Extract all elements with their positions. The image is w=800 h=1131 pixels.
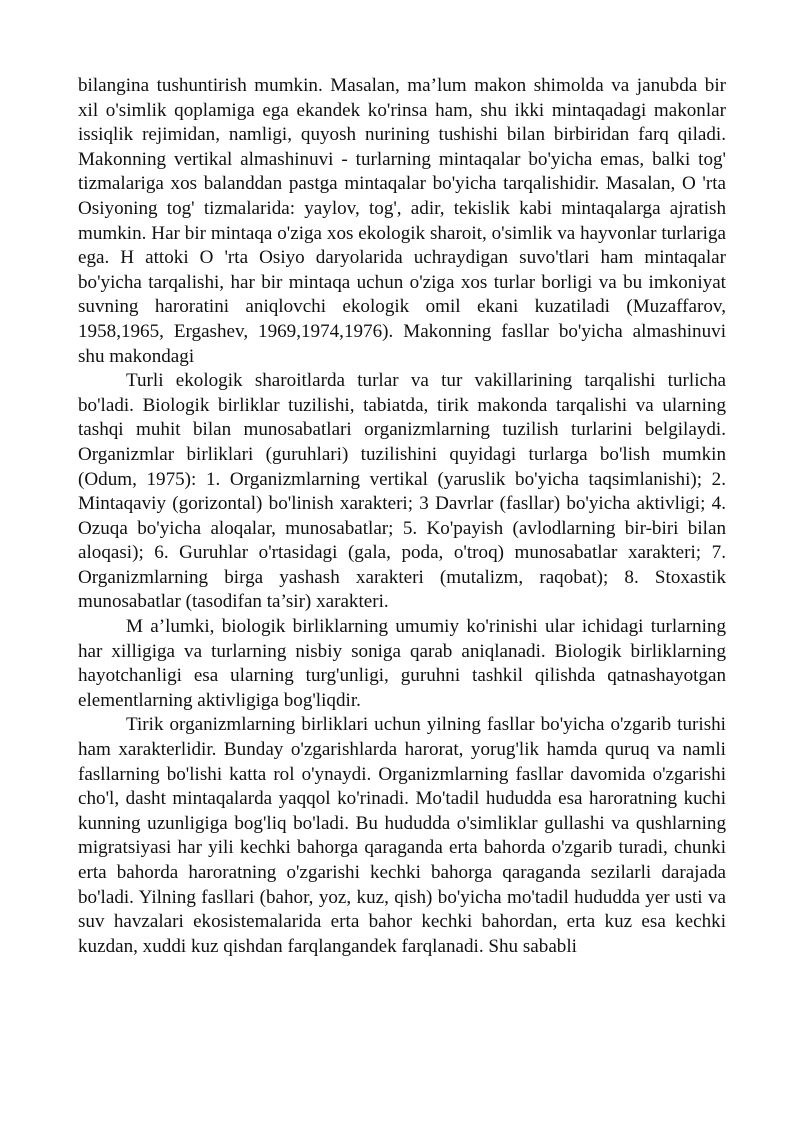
paragraph-organism-groups: Turli ekologik sharoitlarda turlar va tur vakillarining tarqalishi turlicha bo'ladi. Biologik birliklar tuzilishi, tabiatda, tirik makonda tarqalishi va ularning tashqi muhit bilan munosabatlari organizmlarning tuzilish turlarini belgilaydi. Organizmlar birliklari (guruhlari) tuzilishini quyidagi turlarga bo'lish mumkin (Odum, 1975): 1. Organizmlarning vertikal (yaruslik bo'yicha taqsimlanishi); 2. Mintaqaviy (gorizontal) bo'linish xarakteri; 3 Davrlar (fasllar) bo'yicha aktivligi; 4. Ozuqa bo'yicha aloqalar, munosabatlar; 5. Ko'payish (avlodlarning bir-biri bilan aloqasi); 6. Guruhlar o'rtasidagi (gala, poda, o'troq) munosabatlar xarakteri; 7. Organizmlarning birga yashash xarakteri (mutalizm, raqobat); 8. Stoxastik munosabatlar (tasodifan ta’sir) xarakteri. [78,370,726,613]
document-page [78,74,726,959]
paragraph-continuation: bilangina tushuntirish mumkin. Masalan, ma’lum makon shimolda va janubda bir xil o'simlik qoplamiga ega ekandek ko'rinsa ham, shu ikki mintaqadagi makonlar issiqlik rejimidan, namligi, quyosh nurining tushishi bilan birbiridan farq qiladi. Makonning vertikal almashinuvi - turlarning mintaqalar bo'yicha emas, balki tog' tizmalariga xos balanddan pastga mintaqalar bo'yicha tarqalishidir. Masalan, O 'rta Osiyoning tog' tizmalarida: yaylov, tog', adir, tekislik kabi mintaqalarga ajratish mumkin. Har bir mintaqa o'ziga xos ekologik sharoit, o'simlik va hayvonlar turlariga ega. H attoki O 'rta Osiyo daryolarida uchraydigan suvo'tlari ham mintaqalar bo'yicha tarqalishi, har bir mintaqa uchun o'ziga xos turlar borligi va bu imkoniyat suvning haroratini aniqlovchi ekologik omil ekani kuzatiladi (Muzaffarov, 1958,1965, Ergashev, 1969,1974,1976). Makonning fasllar bo'yicha almashinuvi shu makondagi [78,75,726,367]
paragraph-seasonal-changes: Tirik organizmlarning birliklari uchun yilning fasllar bo'yicha o'zgarib turishi ham xarakterlidir. Bunday o'zgarishlarda harorat, yorug'lik hamda quruq va namli fasllarning bo'lishi katta rol o'ynaydi. Organizmlarning fasllar davomida o'zgarishi cho'l, dasht mintaqalarda yaqqol ko'rinadi. Mo'tadil hududda esa haroratning kuchi kunning uzunligiga bog'liq bo'ladi. Bu hududda o'simliklar gullashi va qushlarning migratsiyasi har yili kechki bahorga qaraganda erta bahorda o'zgarib turadi, chunki erta bahorda haroratning o'zgarishi kechki bahorga qaraganda sezilarli darajada bo'ladi. Yilning fasllari (bahor, yoz, kuz, qish) bo'yicha mo'tadil hududda yer usti va suv havzalari ekosistemalarida erta bahor kechki bahordan, erta kuz esa kechki kuzdan, xuddi kuz qishdan farqlangandek farqlanadi. Shu sababli [78,714,726,957]
paragraph-biological-units: M a’lumki, biologik birliklarning umumiy ko'rinishi ular ichidagi turlarning har xilligiga va turlarning nisbiy soniga qarab aniqlanadi. Biologik birliklarning hayotchanligi esa ularning turg'unligi, guruhni tashkil qilishda qatnashayotgan elementlarning aktivligiga bog'liqdir. [78,616,726,711]
